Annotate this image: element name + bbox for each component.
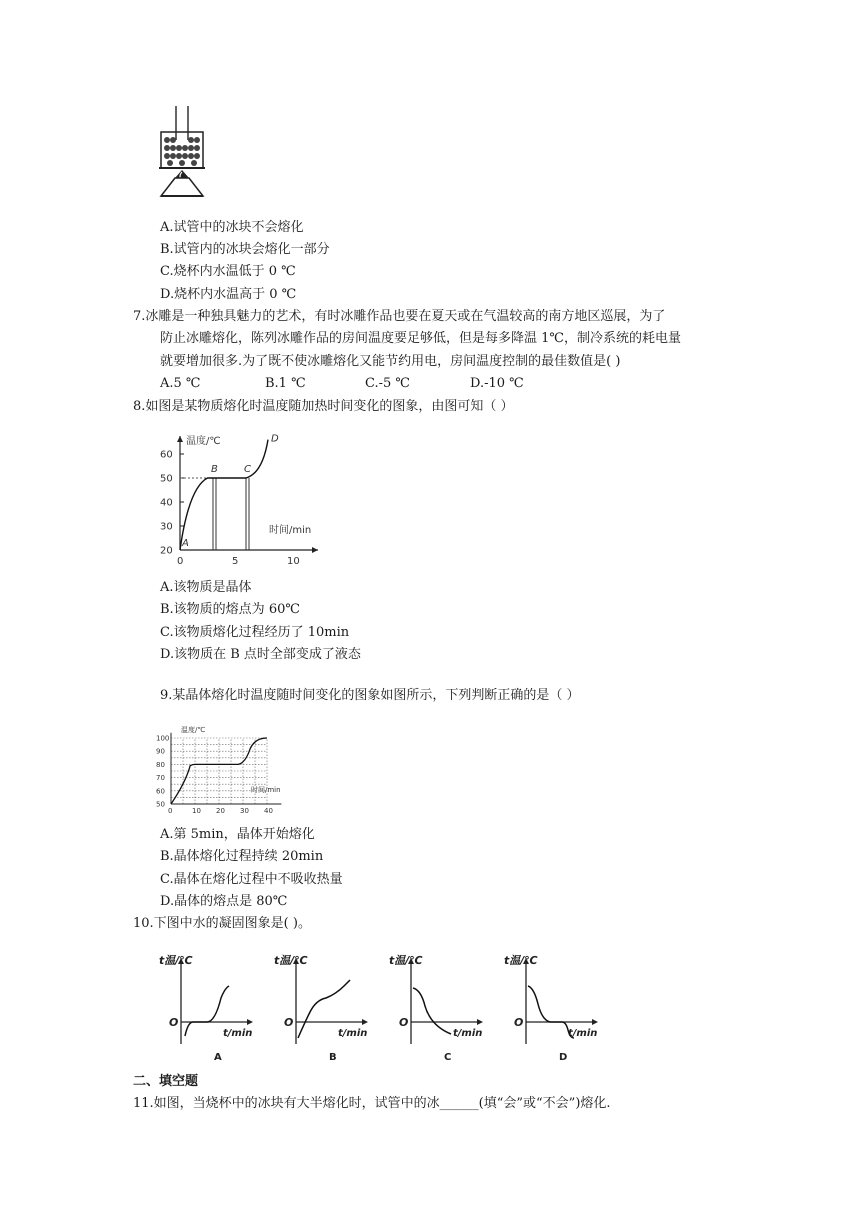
q9-ylabel: 温度/℃ [181, 726, 206, 734]
q9-stem: 9.某晶体熔化时温度随时间变化的图象如图所示，下列判断正确的是（ ） [160, 688, 580, 703]
q7-stem-line-1: 7.冰雕是一种独具魅力的艺术，有时冰雕作品也要在夏天或在气温较高的南方地区巡展，为了 [133, 309, 666, 324]
q8-melting-chart [155, 430, 325, 570]
q10-x-arrow [592, 1019, 598, 1025]
q10-ylabel: t温/℃ [274, 954, 308, 967]
q10-xlabel: t/min [338, 1028, 368, 1039]
q10-x-arrow [362, 1019, 368, 1025]
q8-x-tick-label: 0 [177, 556, 184, 567]
q10-graph-b [274, 954, 368, 1063]
q10-xlabel: t/min [568, 1028, 598, 1039]
q8-option-d: D.该物质在 B 点时全部变成了液态 [160, 647, 361, 662]
q10-graph-label: C [444, 1052, 452, 1063]
q10-origin: O [399, 1016, 409, 1029]
q10-origin: O [169, 1016, 179, 1029]
q10-origin: O [284, 1016, 294, 1029]
q9-y-tick-label: 60 [156, 787, 165, 796]
q10-stem: 10.下图中水的凝固图象是( )。 [133, 916, 311, 931]
q9-option-d: D.晶体的熔点是 80℃ [160, 894, 288, 909]
q8-y-tick-label: 50 [160, 473, 173, 485]
q8-point-label-b: B [211, 464, 218, 475]
q8-option-c: C.该物质熔化过程经历了 10min [160, 625, 350, 640]
q10-ylabel: t温/℃ [504, 954, 538, 967]
q11-stem: 11.如图，当烧杯中的冰块有大半熔化时，试管中的冰______(填“会”或“不会”)熔化. [133, 1096, 611, 1111]
q9-xlabel: 时间/min [251, 786, 281, 794]
q9-option-c: C.晶体在熔化过程中不吸收热量 [160, 872, 343, 887]
q10-xlabel: t/min [453, 1028, 483, 1039]
q9-y-tick-label: 50 [156, 800, 165, 809]
q8-y-tick-label: 40 [160, 497, 173, 509]
q7-option-b: B.1 ℃ [265, 376, 306, 391]
q10-graph-a [159, 954, 253, 1063]
q9-x-tick-label: 40 [264, 807, 273, 815]
q9-y-tick-label: 100 [156, 734, 170, 743]
q8-x-tick-label: 10 [287, 556, 300, 567]
q8-y-tick-label: 30 [160, 521, 173, 533]
q6-option-a: A.试管中的冰块不会熔化 [160, 220, 304, 235]
q9-melting-chart [155, 722, 285, 818]
q8-x-tick-label: 5 [232, 556, 239, 567]
q10-origin: O [514, 1016, 524, 1029]
q9-option-a: A.第 5min，晶体开始熔化 [160, 827, 315, 842]
q8-point-label-c: C [244, 464, 251, 475]
q8-point-label-d: D [271, 433, 279, 445]
q9-x-tick-label: 30 [240, 807, 249, 815]
q8-option-a: A.该物质是晶体 [160, 580, 252, 595]
q10-graph-d [504, 954, 598, 1063]
q8-ylabel: 温度/℃ [186, 436, 221, 447]
q6-option-c: C.烧杯内水温低于 0 ℃ [160, 264, 296, 279]
q10-xlabel: t/min [223, 1028, 253, 1039]
q9-x-tick-label: 10 [192, 807, 201, 815]
q10-ylabel: t温/℃ [389, 954, 423, 967]
q9-option-b: B.晶体熔化过程持续 20min [160, 849, 324, 864]
q7-option-d: D.-10 ℃ [470, 376, 524, 391]
q8-series-line [180, 440, 268, 550]
q6-option-d: D.烧杯内水温高于 0 ℃ [160, 287, 297, 302]
q10-graph-c [389, 954, 483, 1063]
q9-x-tick-label: 0 [168, 807, 173, 815]
q9-y-tick-label: 80 [156, 760, 165, 769]
q8-stem: 8.如图是某物质熔化时温度随加热时间变化的图象，由图可知（ ） [133, 399, 514, 414]
q10-graph-label: B [329, 1052, 337, 1063]
q6-option-b: B.试管内的冰块会熔化一部分 [160, 242, 330, 257]
q10-x-arrow [477, 1019, 483, 1025]
q10-graph-label: A [214, 1052, 222, 1063]
q10-graphs-svg [155, 950, 605, 1066]
q10-graph-set [155, 950, 605, 1066]
q9-x-tick-label: 20 [216, 807, 225, 815]
q8-point-label-a: A [182, 538, 189, 549]
q10-curve [413, 988, 451, 1034]
q8-xlabel: 时间/min [269, 525, 312, 536]
q7-option-c: C.-5 ℃ [365, 376, 410, 391]
q8-option-b: B.该物质的熔点为 60℃ [160, 602, 300, 617]
q9-y-tick-label: 90 [156, 747, 165, 756]
q7-stem-line-2: 防止冰雕熔化，陈列冰雕作品的房间温度要足够低，但是每多降温 1℃，制冷系统的耗电量 [160, 331, 681, 346]
q7-stem-line-3: 就要增加很多.为了既不使冰雕熔化又能节约用电，房间温度控制的最佳数值是( ) [160, 354, 621, 369]
section-title: 二、填空题 [133, 1074, 199, 1089]
q8-y-tick-label: 60 [160, 449, 173, 461]
q8-y-tick-label: 20 [160, 545, 173, 557]
beaker-apparatus-figure [158, 104, 208, 210]
q10-x-arrow [247, 1019, 253, 1025]
q9-y-tick-label: 70 [156, 774, 165, 783]
q10-ylabel: t温/℃ [159, 954, 193, 967]
q7-option-a: A.5 ℃ [160, 376, 201, 391]
q10-graph-label: D [559, 1052, 568, 1063]
